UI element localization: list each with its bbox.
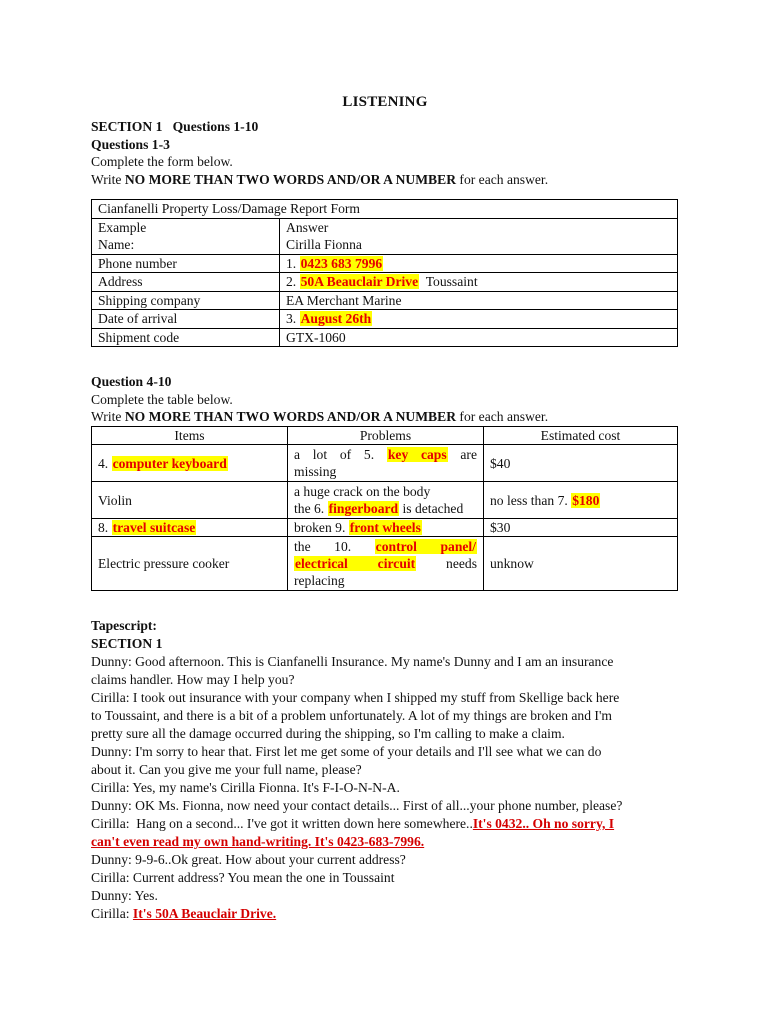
form-row <box>92 273 678 292</box>
form-row-value: EA Merchant Marine <box>280 291 678 310</box>
problem-text: needs <box>416 556 477 571</box>
tapescript-text: Dunny: I'm sorry to hear that. First let me get some of your details and I'll see what we can do <box>91 744 602 759</box>
column-header-cost: Estimated cost <box>484 426 678 445</box>
name-label: Name: <box>98 237 135 252</box>
tapescript-line <box>91 779 679 797</box>
column-header-problems: Problems <box>288 426 484 445</box>
item-cell <box>92 519 288 537</box>
write-pre: Write <box>91 171 125 187</box>
form-row <box>92 291 678 310</box>
table-row <box>92 519 678 537</box>
table-row <box>92 445 678 482</box>
document-page <box>91 94 679 923</box>
problem-cell <box>288 482 484 519</box>
tapescript-text: Cirilla: Yes, my name's Cirilla Fionna. It's F-I-O-N-N-A. <box>91 780 400 795</box>
tapescript-text: about it. Can you give me your full name, please? <box>91 762 362 777</box>
problem-line: a huge crack on the body <box>294 484 431 499</box>
problem-line <box>294 500 477 517</box>
problem-text: are <box>447 447 477 462</box>
example-label: Example <box>98 219 147 235</box>
problem-cell <box>288 537 484 591</box>
problem-cell <box>288 445 484 482</box>
name-value: Cirilla Fionna <box>286 237 362 252</box>
question-number: 4. <box>98 455 112 471</box>
form-title: Cianfanelli Property Loss/Damage Report Form <box>92 200 678 219</box>
problem-text: the 10. <box>294 539 375 554</box>
problem-text: is detached <box>399 501 464 516</box>
cost-cell: $40 <box>484 445 678 482</box>
tapescript-text: Dunny: Yes. <box>91 888 158 903</box>
form-example-cell <box>92 218 280 254</box>
problem-line <box>294 555 477 572</box>
answer-highlight: 50A Beauclair Drive <box>300 274 419 289</box>
tapescript-line <box>91 653 679 671</box>
problems-table <box>91 426 678 592</box>
cost-text: no less than 7. <box>490 492 572 508</box>
instruction-text-2: Complete the table below. <box>91 391 233 407</box>
instruction-text: Complete the form below. <box>91 154 233 169</box>
tapescript-text: Dunny: Good afternoon. This is Cianfanelli Insurance. My name's Dunny and I am an insurance <box>91 654 614 669</box>
answer-highlight: key caps <box>387 447 447 462</box>
item-cell <box>92 445 288 482</box>
problem-text: broken 9. <box>294 520 349 535</box>
section-heading: SECTION 1 Questions 1-10 <box>91 119 259 134</box>
answer-highlight: fingerboard <box>328 501 399 516</box>
tapescript-answer: It's 0432.. Oh no sorry, I <box>472 816 615 831</box>
tapescript-text: Dunny: 9-9-6..Ok great. How about your current address? <box>91 852 406 867</box>
tapescript-line <box>91 689 679 707</box>
tapescript-line <box>91 815 679 833</box>
write-post: for each answer. <box>456 171 549 187</box>
form-row <box>92 254 678 273</box>
problem-line: missing <box>294 464 337 479</box>
tapescript-heading: Tapescript: <box>91 618 157 633</box>
tapescript-line <box>91 797 679 815</box>
form-row-label: Date of arrival <box>92 310 280 329</box>
form-row-value <box>280 254 678 273</box>
tapescript-line <box>91 743 679 761</box>
form-title-row <box>92 200 678 219</box>
page-title: LISTENING <box>342 94 428 110</box>
cost-cell: unknow <box>484 537 678 591</box>
table-row <box>92 537 678 591</box>
tapescript-line <box>91 725 679 743</box>
tapescript-text: Cirilla: <box>91 906 133 921</box>
form-row <box>92 310 678 329</box>
tapescript-line <box>91 869 679 887</box>
problem-line <box>294 446 477 463</box>
tapescript-line <box>91 851 679 869</box>
problem-line: replacing <box>294 573 345 588</box>
tapescript-text: to Toussaint, and there is a bit of a problem unfortunately. A lot of my things are broken and I'm <box>91 708 612 723</box>
tapescript-answer: It's 50A Beauclair Drive. <box>132 906 277 921</box>
tapescript-text: claims handler. How may I help you? <box>91 672 295 687</box>
form-row-value: GTX-1060 <box>280 328 678 347</box>
tapescript-answer: can't even read my own hand-writing. It's 0423-683-7996. <box>91 834 425 849</box>
tapescript-text: pretty sure all the damage occurred during the shipping, so I'm calling to make a claim. <box>91 726 565 741</box>
tapescript-text: Cirilla: Current address? You mean the one in Toussaint <box>91 870 395 885</box>
tapescript-section: SECTION 1 <box>91 636 163 651</box>
tapescript-lines <box>91 653 679 923</box>
answer-highlight: computer keyboard <box>112 455 227 471</box>
form-row <box>92 328 678 347</box>
tapescript-line <box>91 887 679 905</box>
answer-highlight: 0423 683 7996 <box>300 255 383 271</box>
spacer <box>91 347 679 373</box>
tapescript-line <box>91 707 679 725</box>
write-instruction <box>91 171 679 189</box>
tapescript-line <box>91 671 679 689</box>
problem-cell <box>288 519 484 537</box>
form-row-label: Shipping company <box>92 291 280 310</box>
answer-highlight: August 26th <box>300 311 372 326</box>
tapescript-line <box>91 905 679 923</box>
form-row-label: Shipment code <box>92 328 280 347</box>
address-suffix: Toussaint <box>419 274 478 289</box>
form-row-label: Phone number <box>92 254 280 273</box>
form-row-value <box>280 310 678 329</box>
form-answer-cell <box>280 218 678 254</box>
write-instruction-2 <box>91 408 679 426</box>
question-number: 3. <box>286 311 300 326</box>
form-row-value <box>280 273 678 292</box>
answer-highlight: travel suitcase <box>112 520 196 535</box>
cost-cell <box>484 482 678 519</box>
tapescript <box>91 617 679 923</box>
question-number: 2. <box>286 274 300 289</box>
tapescript-line <box>91 833 679 851</box>
questions-heading: Questions 1-3 <box>91 136 170 152</box>
tapescript-text: Cirilla: I took out insurance with your company when I shipped my stuff from Skellige back here <box>91 690 620 705</box>
tapescript-line <box>91 761 679 779</box>
write-post: for each answer. <box>456 409 549 424</box>
form-example-row <box>92 218 678 254</box>
question-number: 1. <box>286 255 300 271</box>
answer-highlight: $180 <box>572 492 600 508</box>
tapescript-text: Cirilla: Hang on a second... I've got it written down here somewhere.. <box>91 816 473 831</box>
problem-text: the 6. <box>294 501 328 516</box>
column-header-items: Items <box>92 426 288 445</box>
questions-heading-2: Question 4-10 <box>91 374 172 389</box>
item-cell: Electric pressure cooker <box>92 537 288 591</box>
write-bold: NO MORE THAN TWO WORDS AND/OR A NUMBER <box>124 409 457 424</box>
write-pre: Write <box>91 409 125 424</box>
table-row <box>92 482 678 519</box>
tapescript-text: Dunny: OK Ms. Fionna, now need your contact details... First of all...your phone number, please? <box>91 798 623 813</box>
form-row-label: Address <box>92 273 280 292</box>
report-form-table <box>91 199 678 347</box>
problem-text: a lot of 5. <box>294 447 387 462</box>
answer-highlight: control panel/ <box>375 539 476 554</box>
problem-line <box>294 538 477 555</box>
answer-label: Answer <box>286 219 329 235</box>
write-bold: NO MORE THAN TWO WORDS AND/OR A NUMBER <box>124 171 457 187</box>
item-cell: Violin <box>92 482 288 519</box>
cost-cell: $30 <box>484 519 678 537</box>
answer-highlight: front wheels <box>349 520 421 535</box>
table-header-row <box>92 426 678 445</box>
answer-highlight: electrical circuit <box>295 556 416 571</box>
question-number: 8. <box>98 520 112 535</box>
